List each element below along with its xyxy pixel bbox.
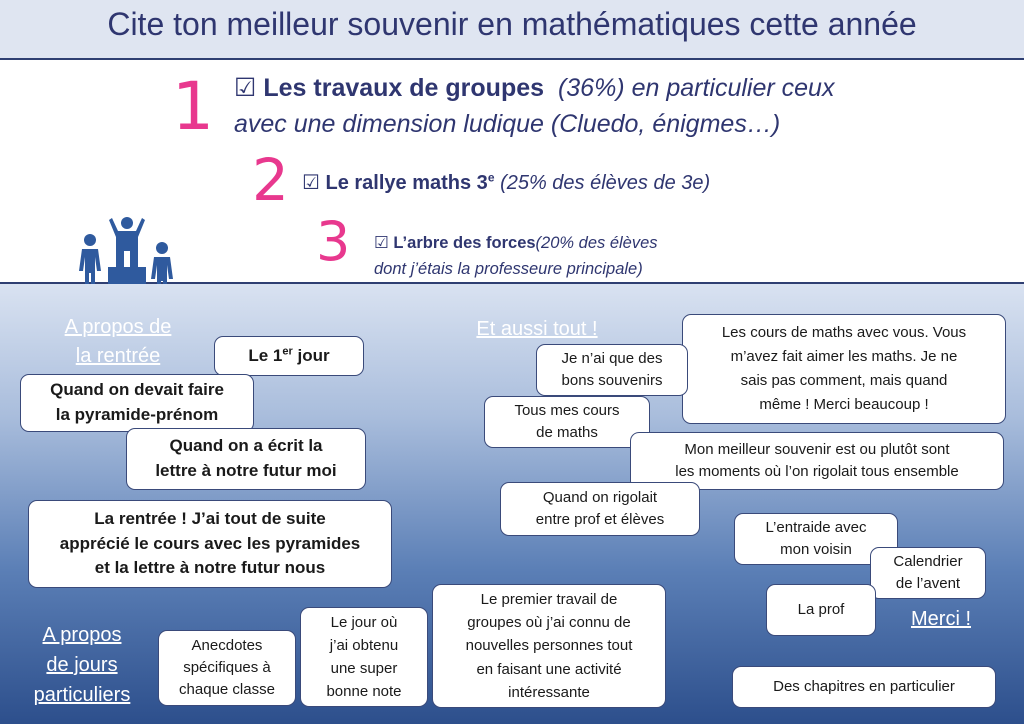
rank-1-title: Les travaux de groupes [263,74,545,102]
rank-1-number: 1 [172,68,214,145]
bubble-bonne-note: Le jour où j’ai obtenu une super bonne note [300,607,428,707]
bubble-chapitres: Des chapitres en particulier [732,666,996,708]
page-title: Cite ton meilleur souvenir en mathématiques cette année [107,6,917,42]
heading-rentree: A propos de la rentrée [64,316,172,367]
bubble-cours-maths-vous: Les cours de maths avec vous. Vous m’avez fait aimer les maths. Je ne sais pas comment, mais quand même ! Merci beaucoup ! [682,314,1006,424]
bubble-tous-mes-cours: Tous mes cours de maths [484,396,650,448]
bubble-premier-jour: Le 1er jour [214,336,364,376]
rank-3-detail-2: dont j’étais la professeure principale) [374,259,643,278]
bubble-rigolait: Quand on rigolait entre prof et élèves [500,482,700,536]
bubble-anecdotes: Anecdotes spécifiques à chaque classe [158,630,296,706]
rank-3-text [374,230,658,282]
rank-1-detail: (36%) en particulier ceux [557,74,835,102]
bubble-entraide: L’entraide avec mon voisin [734,513,898,565]
bubble-rentree-pyramides: La rentrée ! J’ai tout de suite apprécié le cours avec les pyramides et la lettre à notre futur nous [28,500,392,588]
rank-2-number: 2 [252,146,289,214]
ranking-panel [0,60,1024,284]
bubble-meilleur-souvenir: Mon meilleur souvenir est ou plutôt sont les moments où l’on rigolait tous ensemble [630,432,1004,490]
title-bar [0,0,1024,60]
check-icon: ☑ [374,233,389,252]
rank-2-title: Le rallye maths 3 [325,172,488,194]
bubble-premier-travail: Le premier travail de groupes où j’ai connu de nouvelles personnes tout en faisant une activité intéressante [432,584,666,708]
rank-1-text [234,70,834,143]
rank-3-title: L’arbre des forces [393,234,536,252]
bubble-bons-souvenirs: Je n’ai que des bons souvenirs [536,344,688,396]
rank-2-title-sup: e [487,170,495,185]
bubble-lettre-futur: Quand on a écrit la lettre à notre futur moi [126,428,366,490]
bubble-pyramide-prenom: Quand on devait faire la pyramide-prénom [20,374,254,432]
rank-1-detail-2: avec une dimension ludique (Cluedo, énigmes…) [234,110,781,139]
heading-jours: A propos de jours particuliers [33,624,131,706]
heading-aussi: Et aussi tout ! [476,318,598,340]
rank-2-detail: (25% des élèves de 3e) [500,172,711,194]
rank-3-number: 3 [316,210,351,273]
check-icon: ☑ [302,170,320,194]
heading-merci: Merci ! [911,608,971,630]
check-icon: ☑ [234,73,257,102]
bubble-la-prof: La prof [766,584,876,636]
bubble-calendrier: Calendrier de l’avent [870,547,986,599]
rank-2-text [302,170,710,195]
rank-3-detail: (20% des élèves [535,234,658,252]
